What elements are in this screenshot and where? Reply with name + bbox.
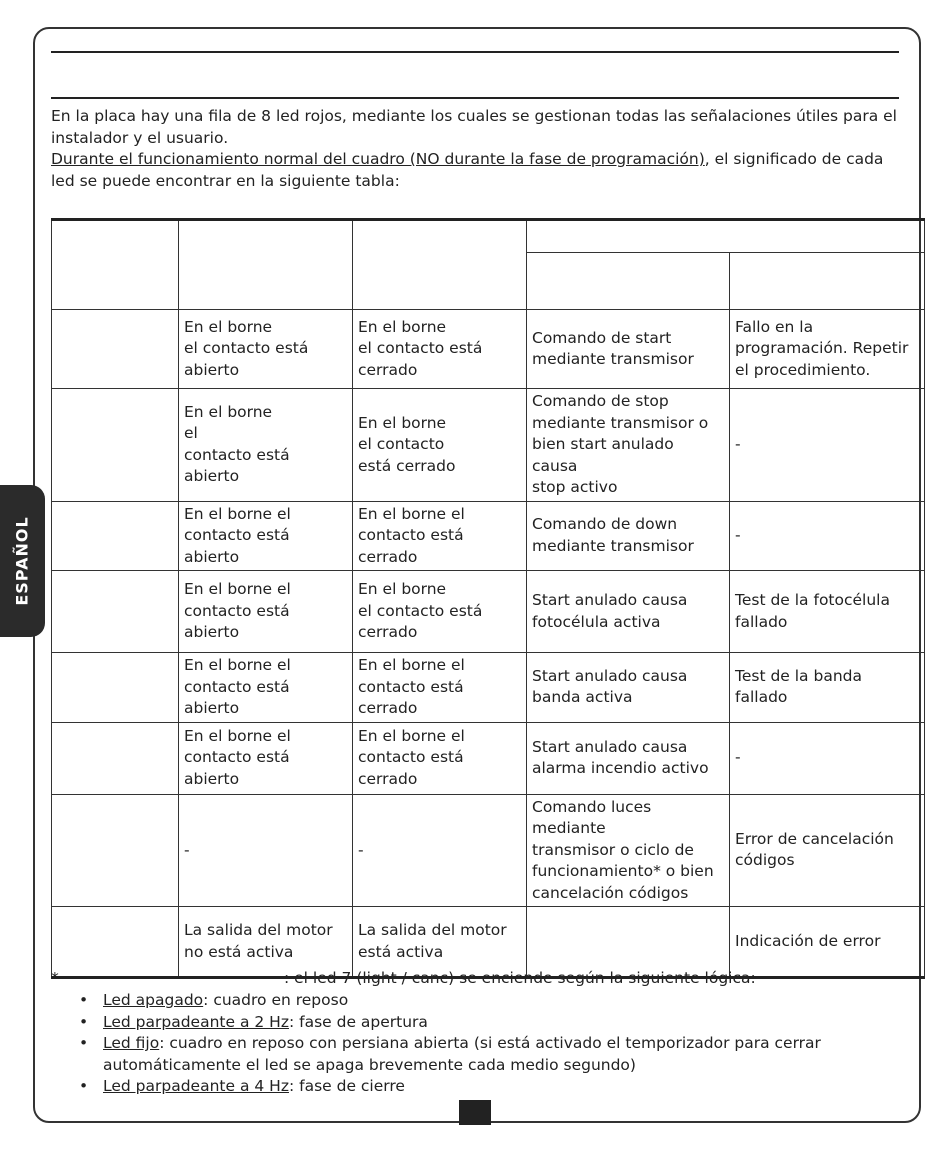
table-cell [353, 722, 527, 794]
top-rule [51, 51, 899, 53]
table-row [52, 310, 925, 389]
table-cell [527, 794, 730, 907]
table-cell [730, 907, 925, 978]
cell-text: Test de la fotocélula [735, 591, 890, 609]
cell-text: contacto está abierto [184, 677, 290, 717]
cell-text: Comando de down [532, 515, 678, 534]
cell-text: contacto está abierto [184, 445, 290, 486]
section-rule [51, 97, 899, 99]
table-cell [179, 310, 353, 389]
list-item-description: : cuadro en reposo [203, 991, 349, 1009]
footnote-star: * [51, 969, 59, 987]
cell-text: - [735, 435, 741, 453]
header-cell-empty [527, 253, 730, 310]
cell-text: Error de cancelación [735, 829, 894, 848]
intro-p1: En la placa hay una fila de 8 led rojos, mediante los cuales se gestionan todas las señalaciones útiles para el instalador y el usuario. [51, 107, 897, 147]
cell-text: Test de la banda [735, 666, 862, 685]
list-item-term: Led parpadeante a 2 Hz [103, 1012, 289, 1031]
cell-text: mediante transmisor o [532, 413, 709, 432]
language-tab [0, 485, 45, 637]
cell-text: contacto está cerrado [358, 677, 464, 717]
table-cell [179, 794, 353, 907]
cell-text: stop activo [532, 478, 618, 496]
table-cell [527, 389, 730, 502]
table-cell [179, 389, 353, 502]
table-cell [730, 571, 925, 653]
intro-text [51, 106, 901, 192]
table-cell [353, 310, 527, 389]
led-table [51, 218, 925, 979]
header-cell-empty [527, 220, 925, 253]
list-item [103, 1033, 903, 1076]
cell-text: - [735, 748, 741, 767]
table-cell [527, 571, 730, 653]
header-cell-empty [353, 220, 527, 310]
cell-text: programación. Repetir [735, 339, 909, 358]
cell-text: En el borne el [358, 656, 465, 674]
table-row [52, 501, 925, 571]
cell-text: abierto [184, 360, 240, 379]
cell-text: contacto está cerrado [358, 526, 464, 566]
table-cell [179, 907, 353, 978]
cell-text: Comando de start [532, 328, 672, 347]
list-item-description: : cuadro en reposo con persiana abierta (si está activado el temporizador para cerrar automáticamente el led se apaga brevemente cada medio segundo) [103, 1034, 821, 1074]
cell-text: Fallo en la [735, 317, 814, 336]
page-number-box [459, 1100, 491, 1125]
cell-text: En el borne [358, 580, 447, 599]
cell-text: La salida del motor [184, 921, 333, 939]
cell-text: cancelación códigos [532, 883, 689, 902]
intro-p2-rest: , el significado de cada led se puede encontrar en la siguiente tabla: [51, 150, 884, 190]
table-cell [527, 722, 730, 794]
cell-text: En el borne el [358, 726, 465, 745]
table-cell [730, 389, 925, 502]
cell-text: mediante transmisor [532, 350, 694, 368]
cell-text: códigos [735, 851, 795, 870]
cell-text: En el borne el [184, 656, 291, 674]
table-cell [527, 501, 730, 571]
table-row [52, 907, 925, 978]
cell-text: Start anulado causa [532, 591, 688, 609]
table-row [52, 794, 925, 907]
cell-text: funcionamiento* o bien [532, 862, 714, 880]
cell-text: el contacto está [358, 601, 483, 620]
table-cell [730, 653, 925, 723]
cell-text: fallado [735, 688, 788, 707]
table-cell-led [52, 907, 179, 978]
table-cell [353, 501, 527, 571]
cell-text: Comando luces mediante [532, 797, 652, 837]
cell-text: En el borne [358, 413, 447, 432]
table-cell-led [52, 722, 179, 794]
cell-text: Start anulado causa [532, 666, 688, 685]
table-cell [179, 501, 353, 571]
header-cell-empty [52, 220, 179, 310]
cell-text: fotocélula activa [532, 612, 661, 631]
table-cell [353, 794, 527, 907]
cell-text: el procedimiento. [735, 360, 871, 379]
table-cell [730, 310, 925, 389]
list-item-term: Led parpadeante a 4 Hz [103, 1077, 289, 1095]
cell-text: cerrado [358, 360, 418, 379]
cell-text: En el borne [184, 402, 273, 421]
table-cell-led [52, 310, 179, 389]
table-cell [353, 389, 527, 502]
table-cell [353, 907, 527, 978]
table-cell [179, 653, 353, 723]
cell-text: mediante transmisor [532, 536, 694, 555]
cell-text: está activa [358, 942, 444, 961]
language-tab-label: ESPAÑOL [12, 516, 32, 606]
footnote-text: : el led 7 (light / canc) se enciende según la siguiente lógica: [284, 969, 756, 987]
cell-text: el [184, 424, 198, 443]
table-row [52, 571, 925, 653]
cell-text: fallado [735, 612, 788, 631]
cell-text: En el borne el [358, 504, 465, 523]
table-cell [527, 310, 730, 389]
cell-text: banda activa [532, 688, 633, 707]
intro-p2-underlined: Durante el funcionamiento normal del cuadro (NO durante la fase de programación) [51, 150, 705, 168]
cell-text: contacto está abierto [184, 601, 290, 642]
list-item-description: : fase de apertura [288, 1012, 428, 1031]
cell-text: no está activa [184, 942, 294, 961]
table-cell [527, 907, 730, 978]
cell-text: - [184, 840, 190, 859]
header-cell-empty [730, 253, 925, 310]
cell-text: alarma incendio activo [532, 759, 709, 777]
cell-text: bien start anulado causa [532, 435, 674, 475]
cell-text: cerrado [358, 623, 418, 642]
cell-text: - [735, 526, 741, 544]
cell-text: está cerrado [358, 456, 456, 475]
cell-text: contacto está abierto [184, 526, 290, 566]
cell-text: La salida del motor [358, 921, 507, 939]
table-cell [179, 722, 353, 794]
table-cell [730, 501, 925, 571]
cell-text: el contacto está [358, 339, 483, 358]
table-cell [353, 571, 527, 653]
cell-text: el contacto está [184, 339, 309, 358]
table-cell [353, 653, 527, 723]
table-cell-led [52, 389, 179, 502]
table-cell-led [52, 653, 179, 723]
list-item [103, 1012, 903, 1034]
list-item-term: Led apagado [103, 991, 204, 1009]
cell-text: Start anulado causa [532, 737, 688, 756]
table-cell-led [52, 571, 179, 653]
table-cell [730, 722, 925, 794]
list-item-term: Led fijo [103, 1034, 160, 1052]
table-row [52, 653, 925, 723]
header-cell-empty [179, 220, 353, 310]
list-item [103, 990, 903, 1012]
table-cell [179, 571, 353, 653]
cell-text: En el borne [358, 317, 447, 336]
cell-text: transmisor o ciclo de [532, 840, 694, 859]
cell-text: En el borne el [184, 504, 291, 523]
list-item-description: : fase de cierre [288, 1077, 405, 1095]
list-item [103, 1076, 903, 1098]
cell-text: - [358, 840, 364, 859]
cell-text: contacto está cerrado [358, 748, 464, 788]
table-cell [527, 653, 730, 723]
table-cell-led [52, 501, 179, 571]
cell-text: En el borne [184, 317, 273, 336]
table-cell-led [52, 794, 179, 907]
footnote-list [51, 990, 903, 1098]
cell-text: Indicación de error [735, 931, 881, 950]
table-cell [730, 794, 925, 907]
table-row [52, 389, 925, 502]
table-header-row-1 [52, 220, 925, 253]
table-row [52, 722, 925, 794]
cell-text: Comando de stop [532, 392, 669, 410]
cell-text: En el borne el [184, 580, 291, 599]
cell-text: En el borne el [184, 726, 291, 745]
cell-text: contacto está abierto [184, 748, 290, 788]
cell-text: el contacto [358, 435, 445, 453]
